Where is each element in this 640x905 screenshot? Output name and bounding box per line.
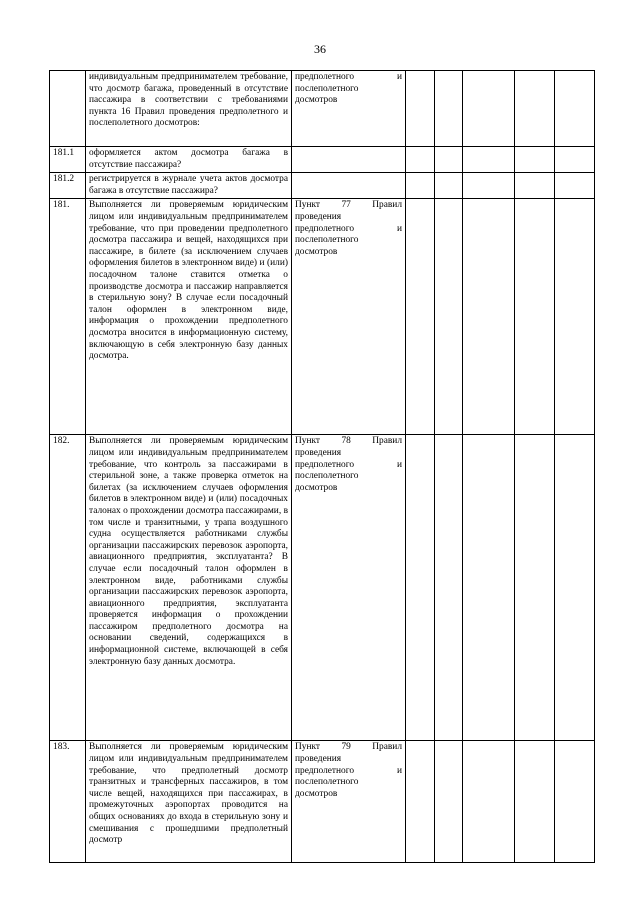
answer-na-cell[interactable] <box>463 199 515 435</box>
extra-cell[interactable] <box>555 435 595 741</box>
legal-reference <box>292 173 406 199</box>
legal-reference: Пункт 78 Правил проведения предполетного и послеполетного досмотров <box>292 435 406 741</box>
answer-na-cell[interactable] <box>463 147 515 173</box>
answer-no-cell[interactable] <box>435 435 463 741</box>
answer-no-cell[interactable] <box>435 147 463 173</box>
page-number: 36 <box>314 42 326 56</box>
extra-cell[interactable] <box>555 71 595 147</box>
question-text: Выполняется ли проверяемым юридическим лицом или индивидуальным предпринимателем требование, что контроль за пассажирами в стерильной зоне, а также проверка отметок на билетах (за исключением случаев оформления билетов в электронном виде) и (или) посадочных талонах о прохождении досмотра пассажирами, в том числе и транзитными, у трапа воздушного судна осуществляется работниками службы организации пассажирских перевозок аэропорта, авиационного предприятия, эксплуатанта? В случае если посадочный талон оформлен в электронном виде, работниками службы организации пассажирских перевозок аэропорта, авиационного предприятия, эксплуатанта проверяется информация о прохождении пассажиром предполетного досмотра на основании сведений, содержащихся в информационной системе, включающей в себя электронную базу данных досмотра. <box>86 435 292 741</box>
row-number: 182. <box>50 435 86 741</box>
answer-yes-cell[interactable] <box>406 71 435 147</box>
extra-cell[interactable] <box>555 147 595 173</box>
note-cell[interactable] <box>515 199 555 435</box>
row-number: 181. <box>50 199 86 435</box>
legal-reference: Пункт 79 Правил проведения предполетного и послеполетного досмотров <box>292 741 406 863</box>
answer-yes-cell[interactable] <box>406 199 435 435</box>
answer-yes-cell[interactable] <box>406 173 435 199</box>
note-cell[interactable] <box>515 71 555 147</box>
question-text: индивидуальным предпринимателем требование, что досмотр багажа, проведенный в отсутствие пассажира в соответствии с требованиями пункта 16 Правил проведения предполетного и послеполетного досмотров: <box>86 71 292 147</box>
answer-no-cell[interactable] <box>435 71 463 147</box>
table-row <box>50 435 595 741</box>
extra-cell[interactable] <box>555 173 595 199</box>
table-row <box>50 71 595 147</box>
checklist-table <box>49 70 595 863</box>
answer-yes-cell[interactable] <box>406 435 435 741</box>
row-number: 183. <box>50 741 86 863</box>
answer-na-cell[interactable] <box>463 173 515 199</box>
answer-na-cell[interactable] <box>463 71 515 147</box>
note-cell[interactable] <box>515 741 555 863</box>
question-text: оформляется актом досмотра багажа в отсутствие пассажира? <box>86 147 292 173</box>
answer-yes-cell[interactable] <box>406 147 435 173</box>
answer-na-cell[interactable] <box>463 435 515 741</box>
table-row <box>50 147 595 173</box>
question-text: Выполняется ли проверяемым юридическим лицом или индивидуальным предпринимателем требование, что при проведении предполетного досмотра пассажира и вещей, находящихся при пассажире, в билете (за исключением случаев оформления билетов в электронном виде) и (или) посадочном талоне ставится отметка о производстве досмотра и пассажир направляется в стерильную зону? В случае если посадочный талон оформлен в электронном виде, информация о прохождении предполетного досмотра вносится в информационную систему, включающую в себя электронную базу данных досмотра. <box>86 199 292 435</box>
extra-cell[interactable] <box>555 199 595 435</box>
table-row <box>50 741 595 863</box>
table-row <box>50 173 595 199</box>
note-cell[interactable] <box>515 173 555 199</box>
legal-reference <box>292 147 406 173</box>
table-row <box>50 199 595 435</box>
question-text: регистрируется в журнале учета актов досмотра багажа в отсутствие пассажира? <box>86 173 292 199</box>
answer-no-cell[interactable] <box>435 199 463 435</box>
answer-na-cell[interactable] <box>463 741 515 863</box>
row-number <box>50 71 86 147</box>
extra-cell[interactable] <box>555 741 595 863</box>
legal-reference: предполетного и послеполетного досмотров <box>292 71 406 147</box>
note-cell[interactable] <box>515 147 555 173</box>
answer-no-cell[interactable] <box>435 173 463 199</box>
legal-reference: Пункт 77 Правил проведения предполетного и послеполетного досмотров <box>292 199 406 435</box>
answer-yes-cell[interactable] <box>406 741 435 863</box>
answer-no-cell[interactable] <box>435 741 463 863</box>
row-number: 181.2 <box>50 173 86 199</box>
row-number: 181.1 <box>50 147 86 173</box>
note-cell[interactable] <box>515 435 555 741</box>
question-text: Выполняется ли проверяемым юридическим лицом или индивидуальным предпринимателем требование, что предполетный досмотр транзитных и трансферных пассажиров, в том числе вещей, находящихся при пассажирах, в промежуточных аэропортах проводится на общих основаниях до входа в стерильную зону и смешивания с прошедшими предполетный досмотр <box>86 741 292 863</box>
